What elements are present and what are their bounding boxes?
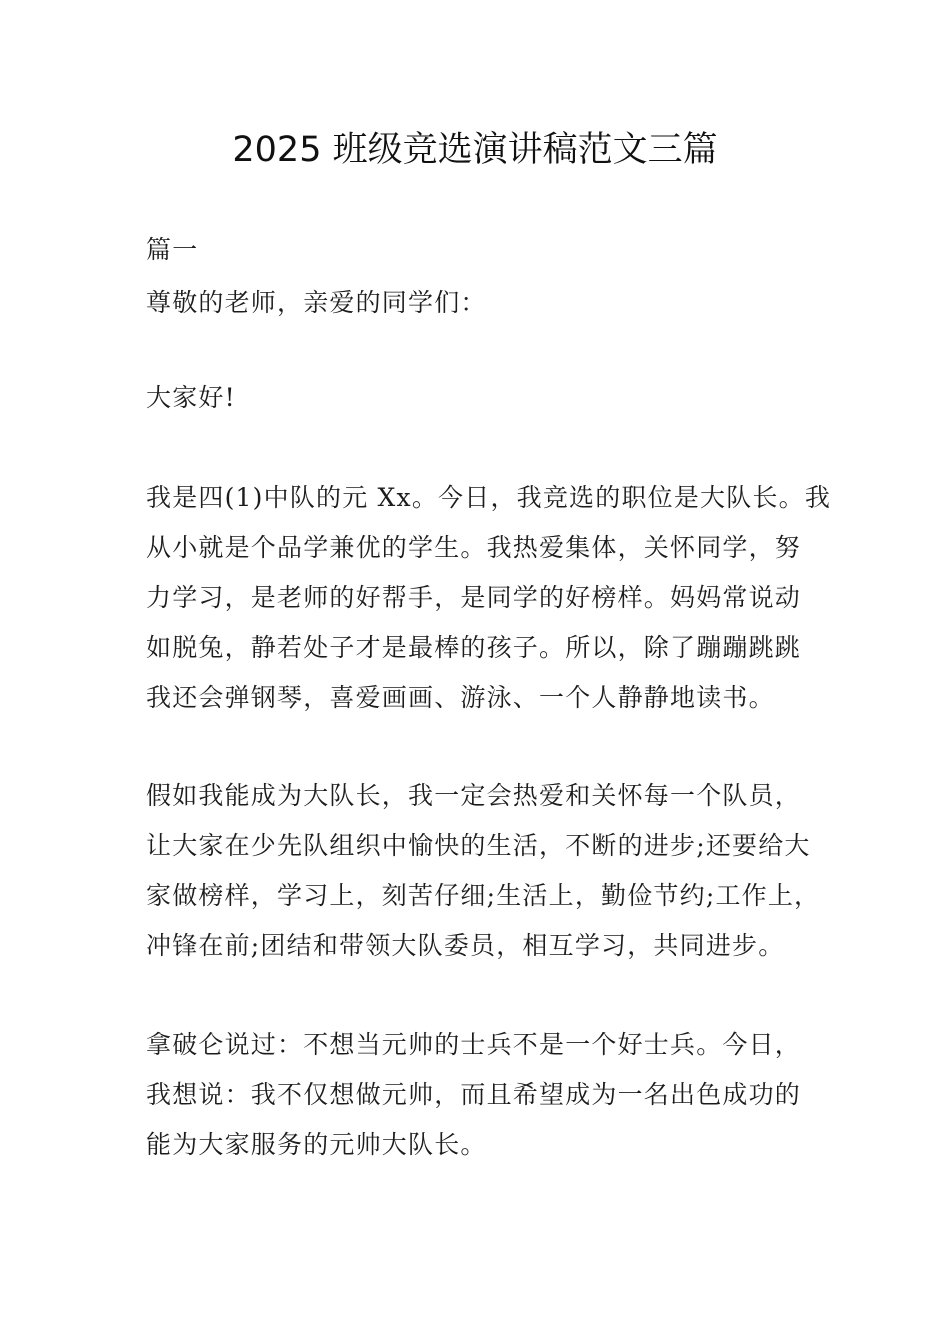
paragraph-3-line-2: 我想说：我不仅想做元帅，而且希望成为一名出色成功的 — [146, 1080, 802, 1109]
salutation: 尊敬的老师，亲爱的同学们： — [146, 288, 487, 317]
paragraph-2-line-3: 家做榜样，学习上，刻苦仔细;生活上，勤俭节约;工作上， — [146, 881, 821, 910]
paragraph-3-line-3: 能为大家服务的元帅大队长。 — [146, 1130, 487, 1159]
paragraph-2-line-4: 冲锋在前;团结和带领大队委员，相互学习，共同进步。 — [146, 931, 785, 960]
paragraph-3-line-1: 拿破仑说过：不想当元帅的士兵不是一个好士兵。今日， — [146, 1030, 802, 1059]
document-title: 2025 班级竞选演讲稿范文三篇 — [232, 130, 718, 170]
paragraph-1-line-4: 如脱兔，静若处子才是最棒的孩子。所以，除了蹦蹦跳跳 — [146, 633, 802, 662]
paragraph-1-line-2: 从小就是个品学兼优的学生。我热爱集体，关怀同学，努 — [146, 533, 802, 562]
section-heading: 篇一 — [146, 235, 199, 264]
paragraph-2-line-1: 假如我能成为大队长，我一定会热爱和关怀每一个队员， — [146, 781, 802, 810]
paragraph-1-line-5: 我还会弹钢琴，喜爱画画、游泳、一个人静静地读书。 — [146, 683, 775, 712]
greeting: 大家好! — [146, 383, 236, 412]
paragraph-1-line-1: 我是四(1)中队的元 Xx。今日，我竞选的职位是大队长。我 — [146, 483, 832, 512]
paragraph-2-line-2: 让大家在少先队组织中愉快的生活，不断的进步;还要给大 — [146, 831, 811, 860]
paragraph-1-line-3: 力学习，是老师的好帮手，是同学的好榜样。妈妈常说动 — [146, 583, 802, 612]
